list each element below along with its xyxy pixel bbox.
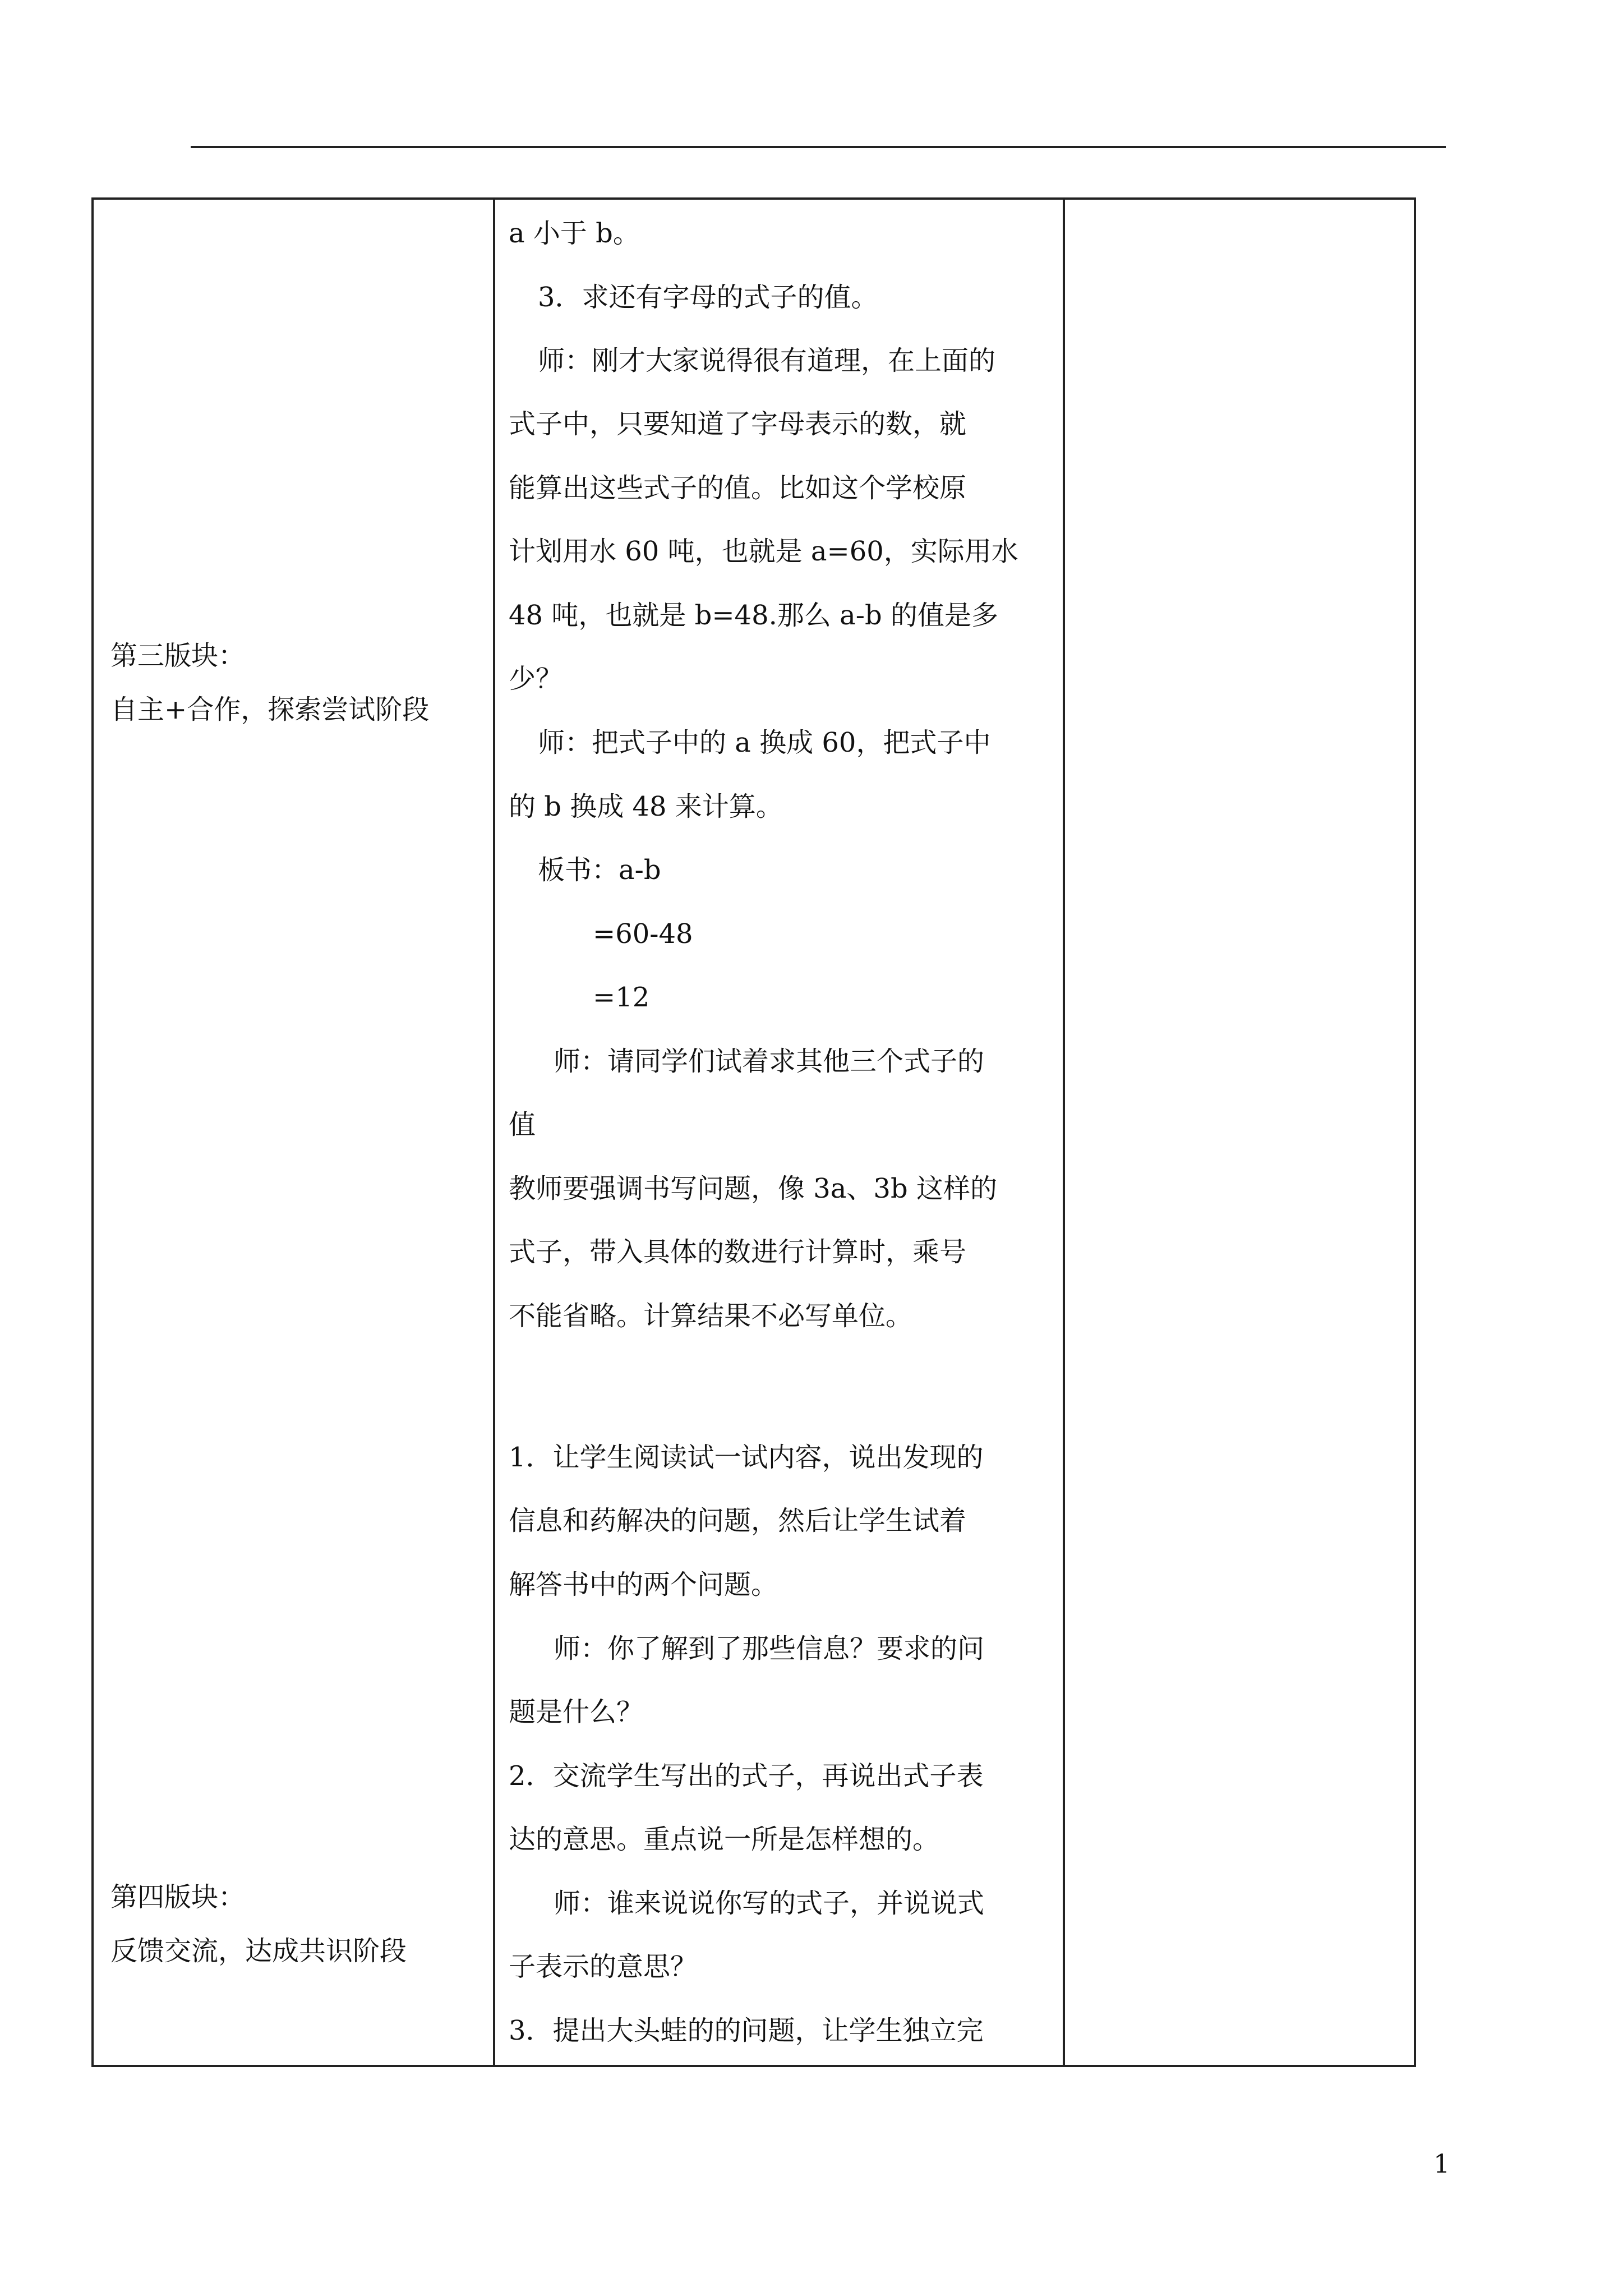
column-divider: [493, 200, 495, 2065]
content-line: 48 吨，也就是 b=48.那么 a-b 的值是多: [509, 600, 998, 631]
content-line: 3．求还有字母的式子的值。: [538, 282, 878, 313]
content-line: 式子中，只要知道了字母表示的数，就: [509, 408, 967, 440]
content-line: 师：刚才大家说得很有道理，在上面的: [538, 345, 996, 376]
stage-title: 第三版块：: [110, 640, 246, 671]
content-line: 师：把式子中的 a 换成 60，把式子中: [538, 727, 991, 758]
stage-cell-4: [110, 1870, 481, 1978]
column-divider: [1063, 200, 1065, 2065]
content-line: =12: [593, 982, 650, 1013]
content-line: 1．让学生阅读试一试内容，说出发现的: [509, 1442, 984, 1473]
content-line: 解答书中的两个问题。: [509, 1569, 778, 1600]
stage-title: 第四版块：: [110, 1881, 246, 1913]
content-line: 子表示的意思？: [509, 1951, 698, 1982]
content-line: 的 b 换成 48 来计算。: [509, 791, 783, 822]
content-line: 3．提出大头蛙的的问题，让学生独立完: [509, 2015, 984, 2046]
stage-cell-3: [110, 629, 481, 737]
content-line: 2．交流学生写出的式子，再说出式子表: [509, 1760, 984, 1792]
content-line: 师：谁来说说你写的式子，并说说式: [554, 1888, 985, 1919]
lesson-plan-table: [91, 197, 1416, 2067]
content-line: 计划用水 60 吨，也就是 a=60，实际用水: [509, 536, 1018, 567]
stage-subtitle: 反馈交流，达成共识阶段: [110, 1935, 407, 1967]
content-line: 师：你了解到了那些信息？要求的问: [554, 1633, 985, 1664]
content-line: 值: [509, 1109, 536, 1140]
content-line: 板书：a-b: [538, 854, 661, 886]
content-line: 能算出这些式子的值。比如这个学校原: [509, 472, 967, 504]
content-line: 信息和药解决的问题，然后让学生试着: [509, 1505, 967, 1536]
content-line: =60-48: [593, 918, 693, 950]
content-line: a 小于 b。: [509, 218, 640, 249]
stage-subtitle: 自主+合作，探索尝试阶段: [110, 694, 430, 725]
content-line: 少？: [509, 663, 563, 694]
content-line: 达的意思。重点说一所是怎样想的。: [509, 1824, 940, 1855]
content-line: 题是什么？: [509, 1696, 644, 1728]
content-line: 师：请同学们试着求其他三个式子的: [554, 1046, 985, 1077]
content-line: 式子，带入具体的数进行计算时，乘号: [509, 1236, 967, 1268]
content-line: 不能省略。计算结果不必写单位。: [509, 1300, 913, 1332]
header-rule: [191, 146, 1446, 148]
content-line: 教师要强调书写问题，像 3a、3b 这样的: [509, 1173, 997, 1204]
page-number: 1: [1433, 2148, 1450, 2179]
